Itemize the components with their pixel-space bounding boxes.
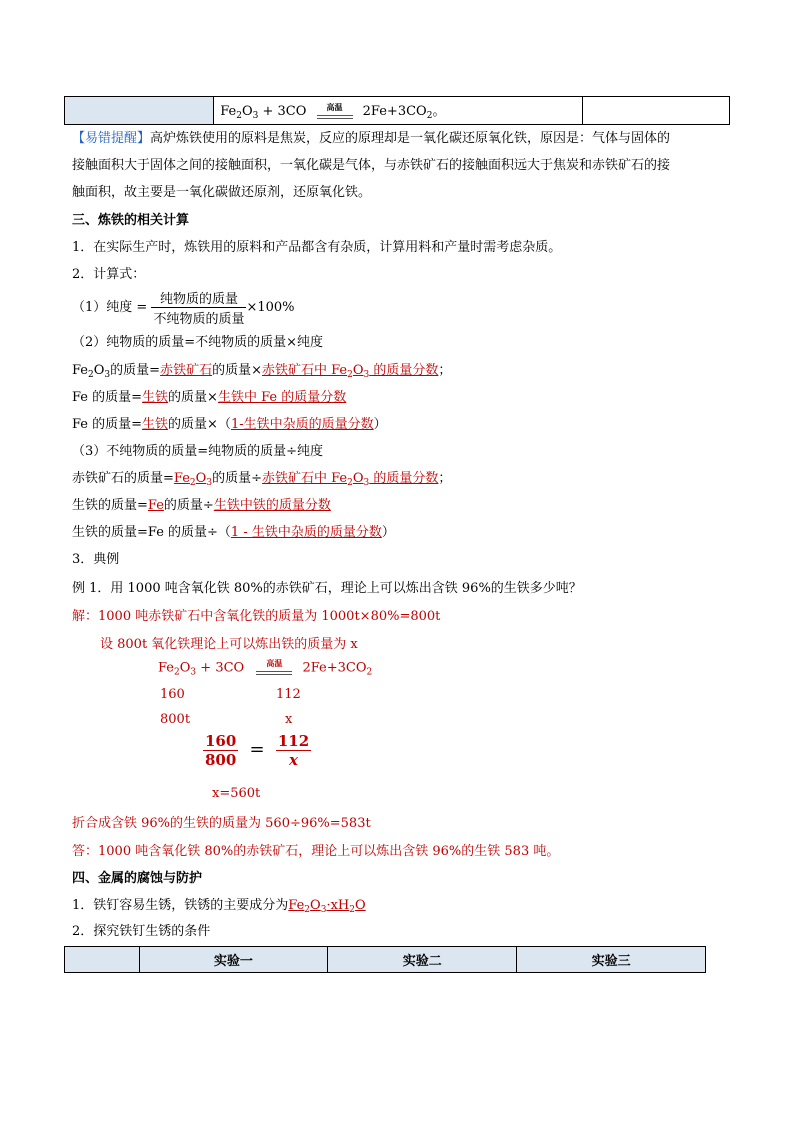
solution-line-2: 设 800t 氧化铁理论上可以炼出铁的质量为 x	[100, 637, 358, 652]
actual-mass-1: 800t	[160, 712, 191, 727]
section3-p1: 1．在实际生产时，炼铁用的原料和产品都含有杂质，计算用料和产量时需考虑杂质。	[72, 240, 562, 255]
top-table-empty-cell	[582, 97, 729, 125]
top-table-label-cell	[65, 97, 214, 125]
solution-answer: 答：1000 吨含氧化铁 80%的赤铁矿石，理论上可以炼出含铁 96%的生铁 583 吨。	[72, 844, 560, 859]
section4-heading: 四、金属的腐蚀与防护	[72, 871, 203, 886]
example-question: 例 1．用 1000 吨含氧化铁 80%的赤铁矿石，理论上可以炼出含铁 96%的生铁多少吨？	[72, 581, 582, 596]
molar-mass-1: 160	[160, 687, 185, 702]
solution-result: x=560t	[212, 786, 261, 801]
formula-purity: （1）纯度 = $\frac{\text{纯物质的质量}}{\text{不纯物质的质量}}$ ×100%	[72, 288, 295, 327]
top-table-equation-cell: $Fe_2O_3 + 3CO$ 高温 $2Fe+3CO_2$。	[214, 97, 583, 125]
solution-convert: 折合成含铁 96%的生铁的质量为 560÷96%=583t	[72, 816, 371, 831]
warning-line-2: 接触面积大于固体之间的接触面积，一氧化碳是气体，与赤铁矿石的接触面积远大于焦炭和赤铁矿石的接	[72, 158, 671, 173]
experiment-header-3: 实验三	[517, 947, 706, 973]
molar-mass-2: 112	[276, 687, 301, 702]
experiment-table-corner	[65, 947, 140, 973]
top-table	[64, 96, 730, 125]
rule-fe-2: Fe 的质量=生铁的质量×（1-生铁中杂质的质量分数）	[72, 417, 387, 432]
section3-p2: 2．计算式：	[72, 267, 146, 282]
rule-fe2o3: $Fe_2O_3$的质量=赤铁矿石的质量×赤铁矿石中 $Fe_2O_3$ 的质量分数；	[72, 363, 452, 380]
proportion: $\frac{160}{800}$ = $\frac{112}{x}$	[205, 732, 310, 769]
actual-mass-2: x	[285, 712, 293, 727]
experiment-table	[64, 946, 706, 973]
section3-heading: 三、炼铁的相关计算	[72, 213, 190, 228]
purity-fraction: $\frac{\text{纯物质的质量}}{\text{不纯物质的质量}}$	[151, 288, 246, 327]
warning-line-1: 【易错提醒】高炉炼铁使用的原料是焦炭，反应的原理却是一氧化碳还原氧化铁，原因是：气体与固体的	[72, 131, 671, 146]
section3-p3: 3．典例	[72, 552, 120, 567]
rule-fe-1: Fe 的质量=生铁的质量×生铁中 Fe 的质量分数	[72, 390, 347, 405]
warning-line-3: 触面积，故主要是一氧化碳做还原剂，还原氧化铁。	[72, 185, 372, 200]
solution-line-1: 解：1000 吨赤铁矿石中含氧化铁的质量为 1000t×80%=800t	[72, 609, 441, 624]
rule-ore: 赤铁矿石的质量$=Fe_2O_3$的质量÷赤铁矿石中 $Fe_2O_3$ 的质量分数；	[72, 471, 452, 488]
experiment-header-2: 实验二	[328, 947, 517, 973]
formula-pure-mass: （2）纯物质的质量=不纯物质的质量×纯度	[72, 335, 324, 350]
section4-p1: 1．铁钉容易生锈，铁锈的主要成分为$Fe_2O_3\cdot xH_2O$	[72, 898, 366, 915]
reaction-condition: 高温	[317, 104, 353, 120]
rule-pig-iron-2: 生铁的质量=Fe 的质量÷（1 - 生铁中杂质的质量分数）	[72, 525, 395, 540]
section4-p2: 2．探究铁钉生锈的条件	[72, 924, 211, 939]
rule-pig-iron-1: 生铁的质量=Fe的质量÷生铁中铁的质量分数	[72, 498, 331, 513]
experiment-header-1: 实验一	[139, 947, 328, 973]
formula-impure-mass: （3）不纯物质的质量=纯物质的质量÷纯度	[72, 444, 324, 459]
solution-equation: $Fe_2O_3 + 3CO$ 高温 $2Fe+3CO_2$	[158, 658, 373, 678]
